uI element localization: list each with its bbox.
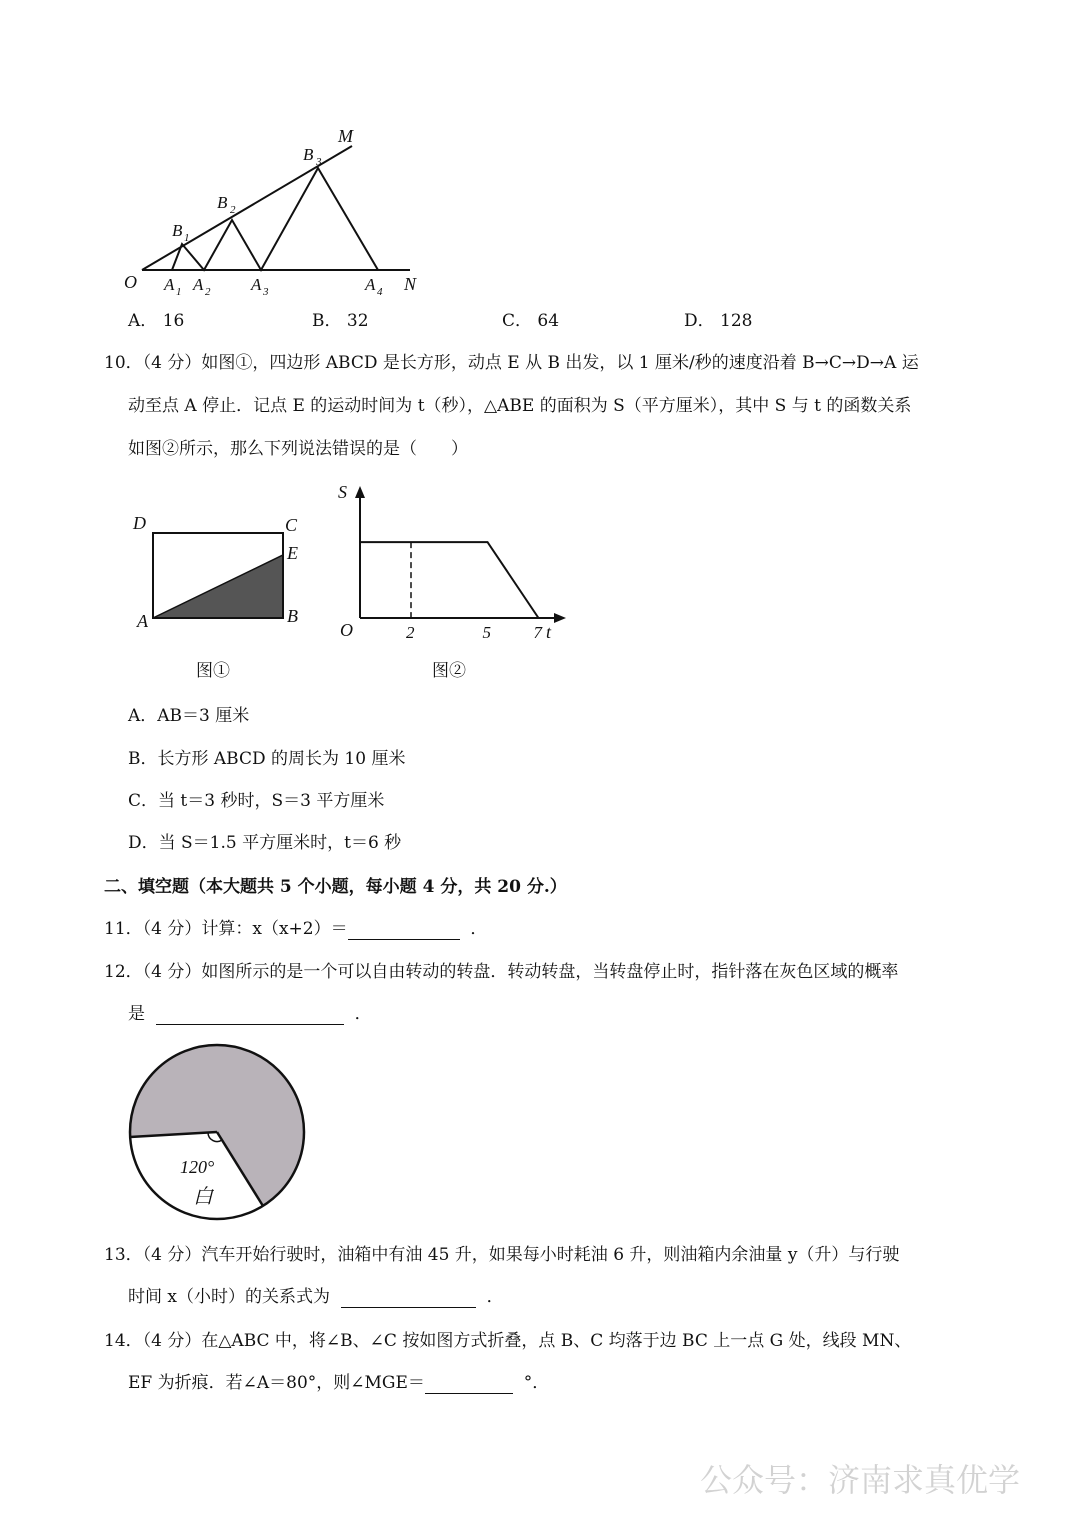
q11: 11．（4 分）计算：x（x+2）＝ ．: [104, 919, 488, 939]
label-O: O: [124, 272, 137, 292]
q14-line2: EF 为折痕．若∠A＝80°，则∠MGE＝ °．: [128, 1373, 550, 1393]
label-A3: A: [251, 275, 262, 294]
svg-text:4: 4: [377, 286, 383, 298]
q13-answer-blank: [341, 1289, 476, 1308]
fig2-label-O: O: [340, 620, 353, 640]
q12-answer-blank: [156, 1006, 344, 1025]
q12-line2: 是 ．: [128, 1004, 372, 1024]
label-B2: B: [217, 193, 228, 212]
fig1-label-C: C: [285, 515, 298, 535]
watermark: 公众号：济南求真优学: [700, 1461, 1021, 1499]
label-A4: A: [365, 275, 376, 294]
q12-spinner: [125, 1042, 315, 1227]
q11-answer-blank: [348, 921, 460, 940]
fig1-label-E: E: [287, 543, 298, 563]
fig1-label-B: B: [287, 606, 298, 626]
fig1-label-D: D: [133, 513, 146, 533]
label-M: M: [338, 126, 353, 146]
q14-answer-blank: [425, 1375, 513, 1394]
q9-option-d: D． 128: [684, 311, 753, 331]
svg-text:1: 1: [184, 232, 190, 244]
svg-text:2: 2: [205, 286, 211, 298]
q10-line2: 动至点 A 停止．记点 E 的运动时间为 t（秒），△ABE 的面积为 S（平方厘米），其中 S 与 t 的函数关系: [128, 396, 912, 416]
svg-text:3: 3: [263, 286, 269, 298]
q9-option-b: B． 32: [312, 311, 369, 331]
fig1-caption: 图①: [196, 661, 230, 681]
q12-line1: 12．（4 分）如图所示的是一个可以自由转动的转盘．转动转盘，当转盘停止时，指针落在灰色区域的概率: [104, 962, 899, 982]
q9-option-c: C． 64: [502, 311, 560, 331]
q10-option-a: A．AB＝3 厘米: [128, 706, 250, 726]
tick-label-7: 7: [533, 623, 542, 642]
q13-line1: 13．（4 分）汽车开始行驶时，油箱中有油 45 升，如果每小时耗油 6 升，则油箱内余油量 y（升）与行驶: [104, 1245, 900, 1265]
svg-text:2: 2: [230, 204, 236, 216]
svg-text:3: 3: [316, 156, 322, 168]
tick-label-5: 5: [482, 623, 491, 642]
q10-option-d: D．当 S＝1.5 平方厘米时，t＝6 秒: [128, 833, 402, 853]
q10-figure2-graph: [330, 478, 580, 648]
q14-line1: 14．（4 分）在△ABC 中，将∠B、∠C 按如图方式折叠，点 B、C 均落于边 BC 上一点 G 处，线段 MN、: [104, 1331, 912, 1351]
s-t-series-line: [360, 542, 539, 618]
fig2-label-t: t: [546, 622, 552, 642]
tick-label-2: 2: [406, 623, 415, 642]
fig1-label-A: A: [137, 611, 148, 631]
label-A1: A: [164, 275, 175, 294]
q10-line1: 10．（4 分）如图①，四边形 ABCD 是长方形，动点 E 从 B 出发，以 1 厘米/秒的速度沿着 B→C→D→A 运: [104, 353, 919, 373]
angle-label: 120°: [180, 1157, 215, 1177]
q9-option-a: A． 16: [128, 311, 185, 331]
q10-option-b: B．长方形 ABCD 的周长为 10 厘米: [128, 749, 406, 769]
fig2-label-S: S: [338, 482, 347, 502]
label-B1: B: [172, 221, 183, 240]
white-label: 白: [193, 1184, 213, 1208]
q10-figure1-rectangle: [125, 505, 315, 635]
label-A2: A: [193, 275, 204, 294]
q9-figure: [120, 120, 440, 300]
q13-line2: 时间 x（小时）的关系式为 ．: [128, 1287, 504, 1307]
section2-heading: 二、填空题（本大题共 5 个小题，每小题 4 分，共 20 分.）: [104, 877, 567, 897]
svg-text:1: 1: [176, 286, 182, 298]
q10-option-c: C．当 t＝3 秒时，S＝3 平方厘米: [128, 791, 385, 811]
q10-line3: 如图②所示，那么下列说法错误的是（ ）: [128, 439, 468, 459]
fig2-caption: 图②: [432, 661, 466, 681]
label-B3: B: [303, 145, 314, 164]
label-N: N: [404, 274, 417, 294]
